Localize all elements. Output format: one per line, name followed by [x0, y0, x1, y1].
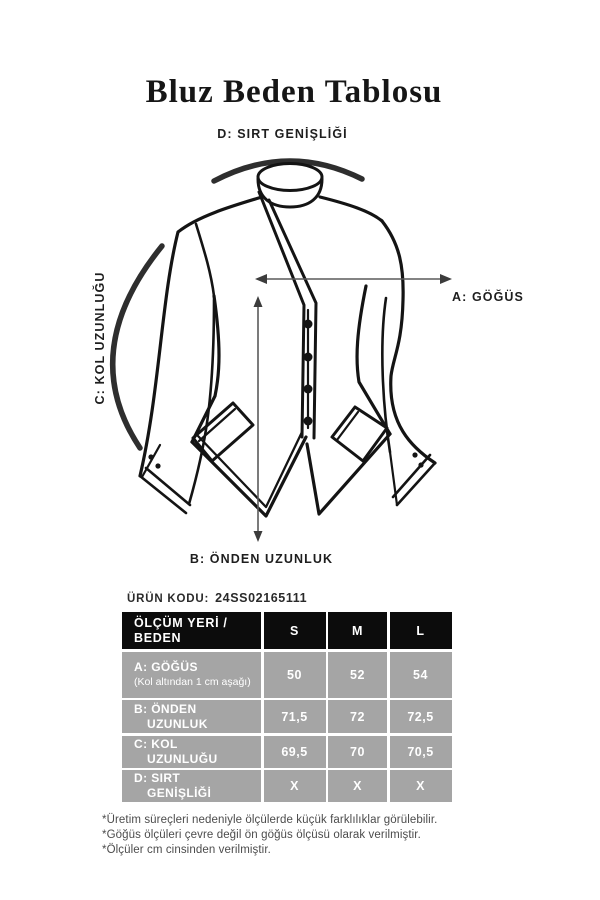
- table-row-label-sleeve-length: C: KOL UZUNLUĞU: [122, 736, 261, 768]
- front-buttons: [304, 310, 313, 428]
- table-cell: 72: [328, 700, 387, 733]
- jacket-outline: [140, 197, 435, 516]
- product-code-label: ÜRÜN KODU:: [127, 593, 210, 605]
- table-cell: 71,5: [264, 700, 326, 733]
- jacket-details: [140, 224, 435, 513]
- footnote: *Ölçüler cm cinsinden verilmiştir.: [102, 844, 271, 856]
- table-cell: X: [264, 770, 326, 802]
- table-cell: 72,5: [390, 700, 452, 733]
- measure-label-front-length: B: ÖNDEN UZUNLUK: [189, 552, 334, 566]
- table-header-size-s: S: [264, 612, 326, 649]
- table-cell: 50: [264, 652, 326, 698]
- product-code: [127, 589, 307, 607]
- table-header-measure-size: ÖLÇÜM YERİ / BEDEN: [122, 612, 261, 649]
- table-row-label-front-length: B: ÖNDEN UZUNLUK: [122, 700, 261, 733]
- page-title: Bluz Beden Tablosu: [145, 74, 443, 111]
- measure-label-sleeve-length: C: KOL UZUNLUĞU: [93, 271, 107, 405]
- table-cell: X: [390, 770, 452, 802]
- footnote: *Üretim süreçleri nedeniyle ölçülerde küçük farklılıklar görülebilir.: [102, 814, 438, 826]
- table-header-size-m: M: [328, 612, 387, 649]
- size-table: [122, 612, 452, 802]
- product-code-value: 24SS02165111: [215, 591, 308, 605]
- sleeve-length-arc: [113, 246, 162, 448]
- footnote: *Göğüs ölçüleri çevre değil ön göğüs ölçüsü olarak verilmiştir.: [102, 829, 421, 841]
- table-cell: X: [328, 770, 387, 802]
- measure-label-back-width: D: SIRT GENİŞLİĞİ: [217, 127, 348, 141]
- collar: [258, 164, 322, 208]
- table-cell: 70: [328, 736, 387, 768]
- cuff-buttons: [148, 452, 423, 468]
- footnotes: [102, 813, 437, 858]
- chest-measure-arrow: [255, 274, 452, 284]
- table-row-label-back-width: D: SIRT GENİŞLİĞİ: [122, 770, 261, 802]
- back-width-arc: [214, 161, 362, 181]
- table-header-size-l: L: [390, 612, 452, 649]
- table-row-label-chest: A: GÖĞÜS (Kol altından 1 cm aşağı): [122, 652, 261, 698]
- pocket-flaps: [193, 403, 387, 461]
- table-cell: 52: [328, 652, 387, 698]
- front-length-measure-arrow: [254, 296, 263, 542]
- measure-label-chest: A: GÖĞÜS: [452, 290, 524, 304]
- table-cell: 70,5: [390, 736, 452, 768]
- table-cell: 69,5: [264, 736, 326, 768]
- front-placket: [259, 192, 316, 438]
- table-cell: 54: [390, 652, 452, 698]
